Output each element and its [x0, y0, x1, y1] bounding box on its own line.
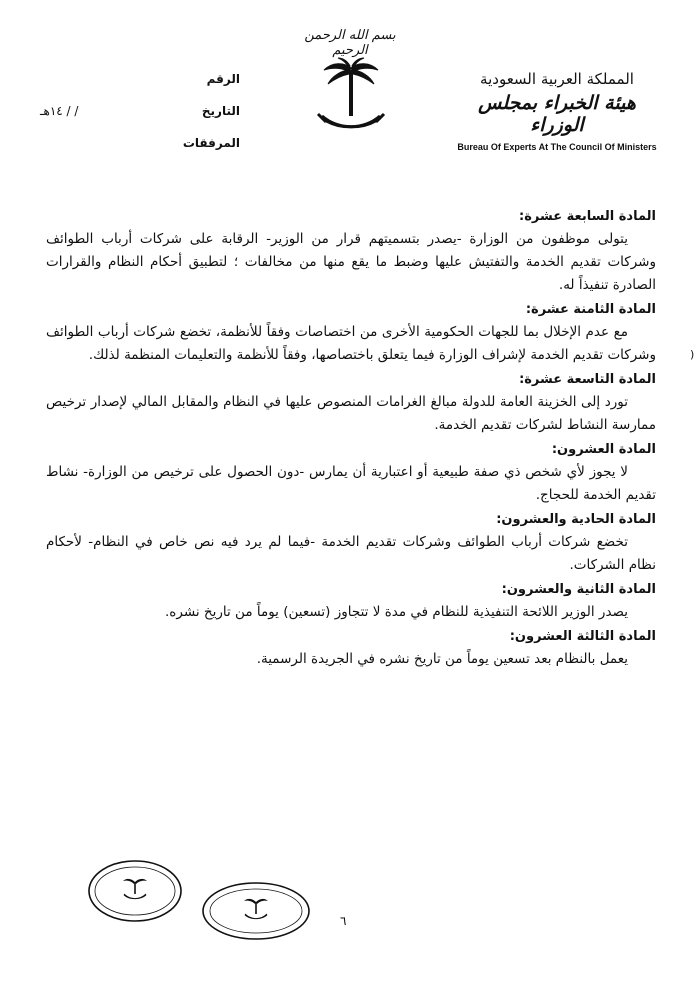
article-text: مع عدم الإخلال بما للجهات الحكومية الأخرى من اختصاصات وفقاً للأنظمة، تخضع شركات أرباب الطوائف وشركات تقديم الخدمة لإشراف الوزارة فيما يتعلق باختصاصها، وفقاً للأنظمة والتعليمات المنظمة لذلك. — [46, 324, 656, 363]
bureau-name-en: Bureau Of Experts At The Council Of Ministers — [457, 142, 657, 152]
article-text: يعمل بالنظام بعد تسعين يوماً من تاريخ نشره في الجريدة الرسمية. — [256, 651, 628, 667]
margin-mark: ( — [690, 348, 695, 361]
attachments-label: المرفقات — [182, 136, 240, 150]
palm-swords-emblem-icon — [314, 56, 388, 146]
article-text: يتولى موظفون من الوزارة -يصدر بتسميتهم قرار من الوزير- الرقابة على شركات أرباب الطوائف وشركات تقديم الخدمة والتفتيش عليها وضبط ما يقع منها من مخالفات ؛ لتطبيق أحكام النظام والقرارات الصادرة تنفيذاً له. — [46, 231, 656, 293]
ref-label: الرقم — [206, 72, 240, 86]
official-seal-icon — [200, 880, 312, 942]
attachments-value — [40, 136, 160, 168]
article-text: تخضع شركات أرباب الطوائف وشركات تقديم الخدمة -فيما لم يرد فيه نص خاص في النظام- لأحكام نظام الشركات. — [46, 534, 656, 573]
article-text: تورد إلى الخزينة العامة للدولة مبالغ الغرامات المنصوص عليها في النظام والمقابل المالي لإصدار ترخيص ممارسة النشاط لشركات تقديم الخدمة. — [46, 394, 656, 433]
bureau-name-ar: هيئة الخبراء بمجلس الوزراء — [478, 92, 636, 136]
article-title: المادة الحادية والعشرون: — [496, 512, 656, 527]
official-seal-icon — [86, 858, 184, 924]
articles-body — [46, 204, 656, 673]
date-value: / / ١٤هـ — [40, 104, 79, 118]
date-label: التاريخ — [201, 104, 240, 118]
article-text: لا يجوز لأي شخص ذي صفة طبيعية أو اعتبارية أن يمارس -دون الحصول على ترخيص من الوزارة- نشاط تقديم الخدمة للحجاج. — [46, 464, 656, 503]
article-title: المادة السابعة عشرة: — [519, 209, 656, 224]
ref-row — [40, 72, 240, 104]
article-title: المادة العشرون: — [551, 442, 656, 457]
article-title: المادة الثامنة عشرة: — [525, 302, 656, 317]
attachments-row — [40, 136, 240, 168]
article-text: يصدر الوزير اللائحة التنفيذية للنظام في مدة لا تتجاوز (تسعين) يوماً من تاريخ نشره. — [165, 604, 628, 620]
ref-value — [40, 72, 160, 104]
date-row — [40, 104, 240, 136]
article-title: المادة التاسعة عشرة: — [519, 372, 656, 387]
article-title: المادة الثالثة العشرون: — [509, 629, 656, 644]
page-number: ٦ — [340, 914, 347, 928]
article-title: المادة الثانية والعشرون: — [501, 582, 656, 597]
basmala: بسم الله الرحمن الرحيم — [304, 28, 396, 58]
kingdom-name: المملكة العربية السعودية — [480, 70, 634, 88]
reference-block — [40, 72, 240, 168]
letterhead-issuer — [452, 70, 662, 152]
